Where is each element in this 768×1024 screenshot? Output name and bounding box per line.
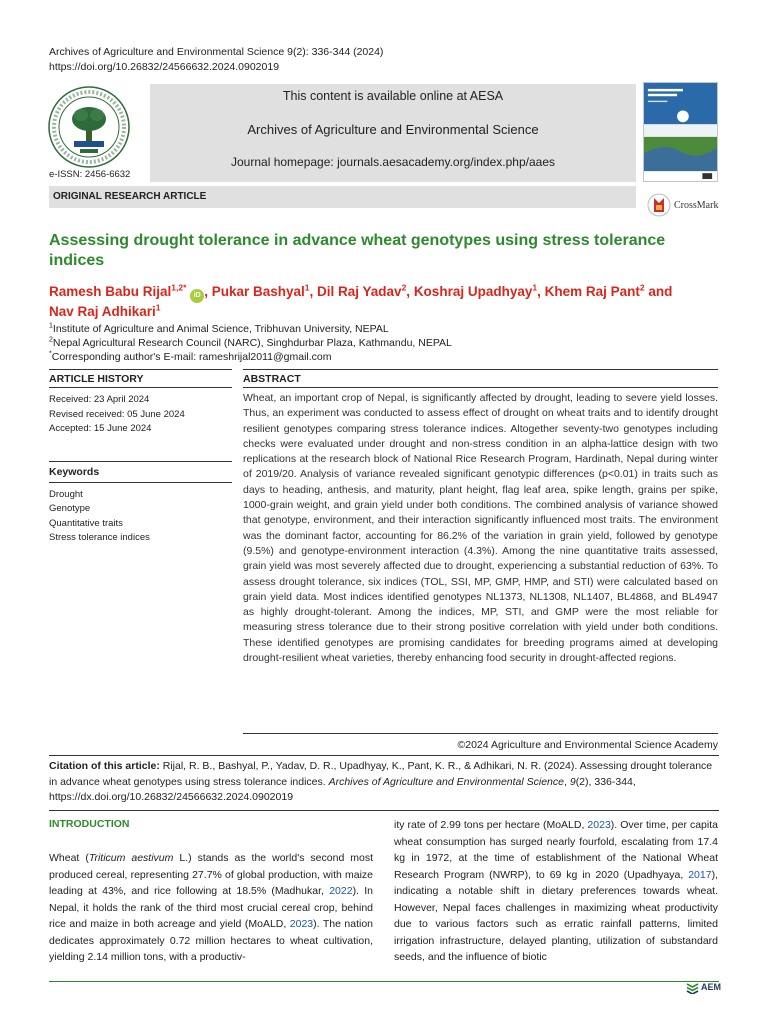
author-name: Ramesh Babu Rijal [49,284,172,299]
footer-logo-text: AEM [701,982,721,992]
author-list: Ramesh Babu Rijal$^{1,2*}$ iD , Pukar Bashyal$^1$, Dil Raj Yadav$^2$, Koshraj Upadhyay$^1$, Khem Raj Pant$^2$ and Nav Raj Adhikari$^1$ [49,282,673,319]
author-name: Koshraj Upadhyay [413,284,533,299]
author-affiliation-mark: 1 [532,282,538,293]
society-logo [38,84,140,172]
author-affiliation-mark: 1 [155,302,161,313]
keyword: Quantitative traits [49,518,123,529]
divider [49,387,232,388]
species-name: Triticum aestivum [88,852,174,864]
citation-block: Citation of this article: Rijal, R. B., Bashyal, P., Yadav, D. R., Upadhyay, K., Pant, K. R., & Adhikari, N. R. (2024). Assessing drought tolerance in advance wheat genotypes using stress tolerance indices. Archives of Agriculture and Environmental Science, 9(2), 336-344, https://dx.doi.org/10.26832/24566632.2024.0902019 [49,760,713,803]
issn: e-ISSN: 2456-6632 [49,169,131,180]
author-name: Khem Raj Pant [544,284,640,299]
author-name: Pukar Bashyal [211,284,305,299]
affiliation: $^2$Nepal Agricultural Research Council (NARC), Singhdurbar Plaza, Kathmandu, NEPAL [49,336,452,349]
author-affiliation-mark: 1,2* [171,282,187,293]
citation-url[interactable]: https://dx.doi.org/10.26832/24566632.2024.0902019 [49,791,294,803]
author-affiliation-mark: 2 [639,282,645,293]
copyright-notice: ©2024 Agriculture and Environmental Science Academy [457,739,718,751]
divider [49,482,232,483]
revised-date: Revised received: 05 June 2024 [49,409,185,420]
author-name: Dil Raj Yadav [317,284,402,299]
divider [49,461,232,462]
footer-logo [686,981,726,995]
introduction-heading: INTRODUCTION [49,818,130,830]
banner-homepage[interactable]: Journal homepage: journals.aesacademy.org/index.php/aaes [231,155,555,169]
introduction-column-1: Wheat (Triticum aestivum L.) stands as the world's second most produced cereal, representing 27.7% of global production, with maize leading at 43%, and rice following at 18.5% (Madhukar, 2022). In Nepal, it holds the rank of the third most crucial cereal crop, behind rice and maize in both acreage and yield (MoALD, 2023). The nation dedicates approximately 0.72 million hectares to wheat cultivation, yielding 2.14 million tons, with a productiv- [49,852,374,963]
banner-available-text: This content is available online at AESA [282,89,504,103]
divider [243,733,718,734]
doi-line[interactable]: https://doi.org/10.26832/24566632.2024.0902019 [49,61,280,73]
keyword: Stress tolerance indices [49,532,150,543]
author-affiliation-mark: 2 [401,282,407,293]
reference-link[interactable]: 2022 [329,885,353,897]
divider [49,810,719,811]
keyword: Drought [49,489,83,500]
author-name: Nav Raj Adhikari [49,304,156,319]
divider [243,387,718,388]
abstract-heading: ABSTRACT [243,373,301,385]
divider [49,369,232,370]
citation-journal: Archives of Agriculture and Environmental Science [328,775,564,788]
orcid-icon[interactable]: iD [190,289,204,303]
footer-rule [49,981,719,982]
article-title: Assessing drought tolerance in advance wheat genotypes using stress tolerance indices [49,232,666,269]
journal-citation-line: Archives of Agriculture and Environmental Science 9(2): 336-344 (2024) [49,46,384,58]
banner-journal-name: Archives of Agriculture and Environmental Science [247,122,539,137]
citation-label: Citation of this article: [49,760,160,772]
corresponding-author: *Corresponding author's E-mail: rameshrijal2011@gmail.com [49,350,332,363]
divider [243,369,718,370]
reference-link[interactable]: 2023 [289,918,314,930]
author-affiliation-mark: 1 [304,282,310,293]
keyword: Genotype [49,503,91,514]
crossmark-badge[interactable] [647,193,723,217]
footer-logo-icon [686,981,699,994]
crossmark-label: CrossMark [674,200,719,211]
article-type-label: ORIGINAL RESEARCH ARTICLE [49,186,636,208]
abstract-text: Wheat, an important crop of Nepal, is significantly affected by drought, leading to severe yield losses. Thus, an experiment was conducted to assess effect of drought on wheat traits and to identify drought resilient genotypes comparing stress tolerance indices. Altogether seventy-two genotypes including checks were evaluated under drought and non-stress condition in an alpha-lattice design with two replications at the research block of National Rice Research Program, Hardinath, Nepal during winter of 2019/20. Analysis of variance revealed significant genotypic differences (p<0.01) in traits such as days to heading, anthesis, and maturity, plant height, flag leaf area, spike length, grains per spike, 1000-grain weight, and grain yield under both conditions. The combined analysis of variance showed that genotype, environment, and their interaction significantly influenced most traits. The environment was the dominant factor, accounting for 86.2% of the variation in grain yield, followed by genotype (9.5%) and genotype-environment interaction (4.3%). Among the nine quantitative traits assessed, grain yield was most severely affected due to drought, experiencing a substantial reduction of 63%. To assess drought tolerance, six indices (TOL, SSI, MP, GMP, HMP, and STI) were calculated based on grain yield data. Most indices identified genotypes NL1373, NL1308, NL1407, BL4868, and BL4947 as highly drought-tolerant. Among the indices, MP, STI, and GMP were the most reliable for measuring stress tolerance due to their strong positive correlation with yield under both conditions. These identified genotypes are promising candidates for breeding programs aimed at developing drought-resilient wheat varieties, thereby enhancing food security in drought-affected regions. [243,392,718,665]
reference-link[interactable]: 2023 [587,819,611,831]
affiliation: $^1$Institute of Agriculture and Animal Science, Tribhuvan University, NEPAL [49,322,389,335]
introduction-column-2: ity rate of 2.99 tons per hectare (MoALD, 2023). Over time, per capita wheat consumption has surged nearly fourfold, escalating from 17.4 kg in 1972, at the time of establishment of the National Wheat Research Program (NWRP), to 69 kg in 2020 (Upadhyaya, 2017), indicating a notable shift in dietary preferences towards wheat. However, Nepal faces challenges in maximizing wheat productivity due to various factors such as erratic rainfall patterns, limited irrigation infrastructure, delayed planting, utilization of substandard seeds, and the influence of biotic [394,819,718,963]
journal-cover [643,82,718,182]
reference-link[interactable]: 2017 [688,868,712,881]
divider [49,755,719,756]
received-date: Received: 23 April 2024 [49,394,150,405]
journal-banner [150,84,636,182]
keywords-heading: Keywords [49,466,100,478]
accepted-date: Accepted: 15 June 2024 [49,423,152,434]
crossmark-icon [647,193,671,217]
article-history-heading: ARTICLE HISTORY [49,373,144,385]
citation-volume: 9 [569,775,576,788]
